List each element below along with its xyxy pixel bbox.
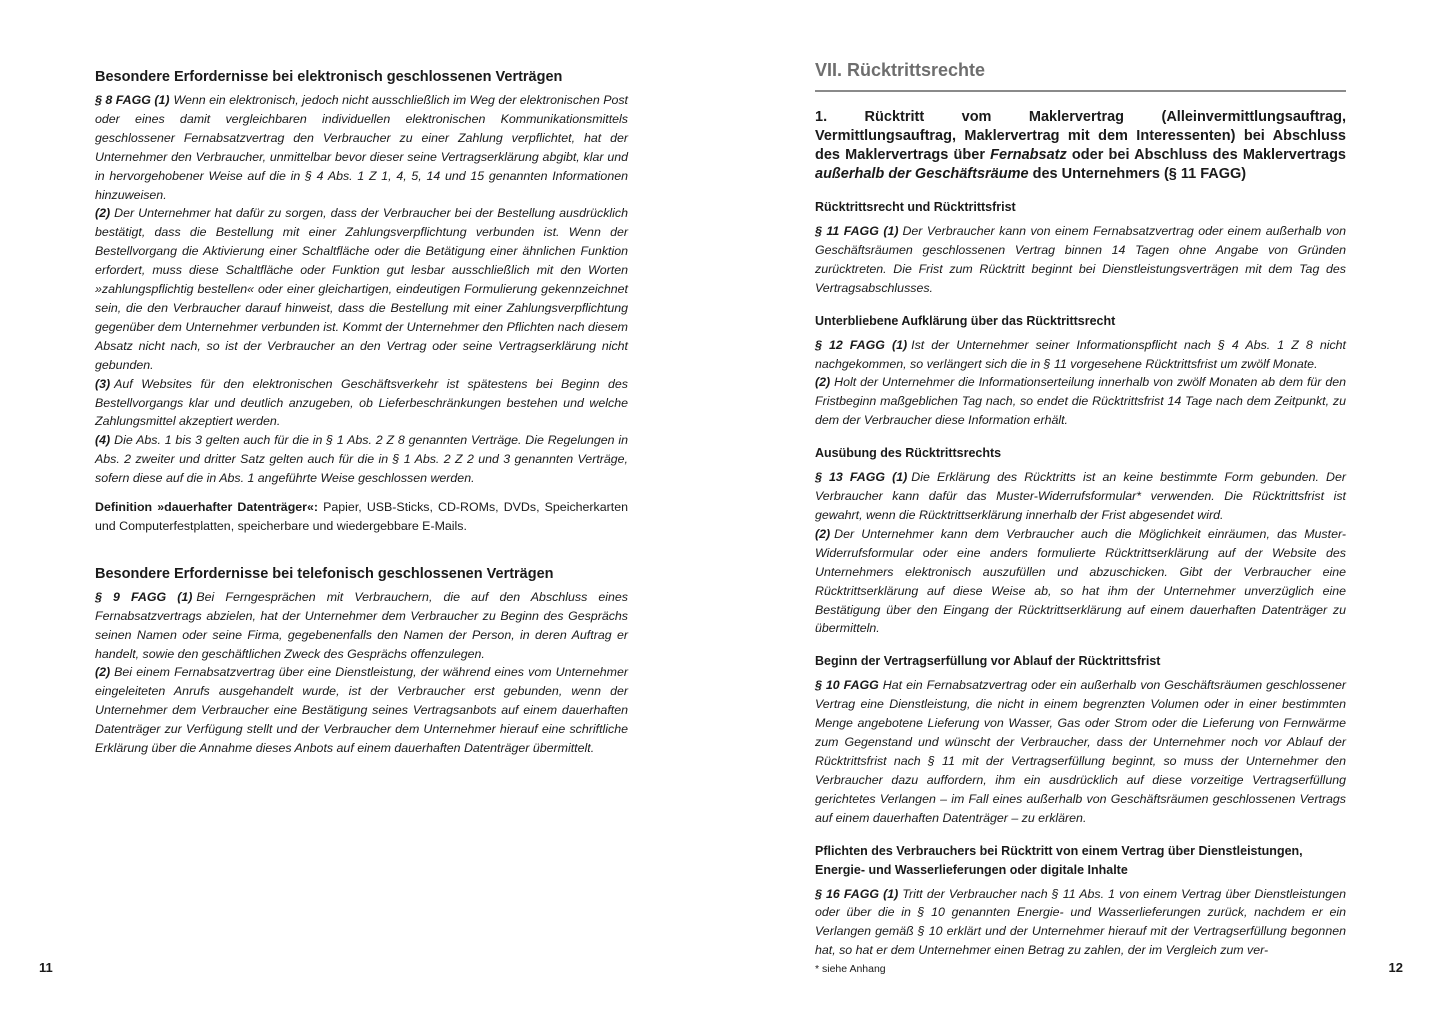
right-column <box>815 0 1346 960</box>
section-heading: Besondere Erfordernisse bei elektronisch geschlossenen Verträgen <box>95 69 563 85</box>
paragraph-ref: § 13 FAGG (1) <box>815 470 908 485</box>
main-heading-emphasis: außerhalb der Geschäftsräume <box>815 166 1029 182</box>
paragraph-text: Die Abs. 1 bis 3 gelten auch für die in § 1 Abs. 2 Z 8 genannten Verträge. Die Regelungen in Abs. 2 zweiter und dritter Satz gelten auch für die in § 1 Abs. 2 Z 2 und 3 genannten Verträge, sofern diese auf die in Abs. 1 angeführte Weise geschlossen werden. <box>95 433 628 486</box>
paragraph <box>95 204 628 374</box>
paragraph <box>95 91 628 204</box>
paragraph-ref: § 16 FAGG (1) <box>815 886 899 901</box>
main-heading-part: oder bei Abschluss des Maklervertrags <box>1066 147 1346 163</box>
paragraph-ref: (3) <box>95 376 111 391</box>
paragraph-ref: § 12 FAGG (1) <box>815 337 908 352</box>
paragraph <box>815 373 1346 430</box>
definition-text: Papier, USB-Sticks, CD-ROMs, DVDs, Speicherkarten und Computerfestplatten, speicherbare und wiedergebbare E-Mails. <box>95 500 628 533</box>
paragraph <box>815 222 1346 298</box>
paragraph-text: Die Erklärung des Rücktritts ist an keine bestimmte Form gebunden. Der Verbraucher kann dafür das Muster-Widerrufsformular* verwenden. Die Rücktrittsfrist ist gewahrt, wenn die Rücktrittserklärung innerhalb der Frist abgesendet wird. <box>815 470 1346 522</box>
subsection-heading: Rücktrittsrecht und Rücktrittsfrist <box>815 200 1016 214</box>
chapter-title: VII. Rücktrittsrechte <box>815 58 1346 92</box>
paragraph-text: Bei Ferngesprächen mit Verbrauchern, die auf den Abschluss eines Fernabsatzvertrags abzielen, hat der Unternehmer dem Verbraucher zu Beginn des Gesprächs seinen Namen oder seine Firma, gegebenenfalls den Namen der Person, in deren Auftrag er handelt, sowie den geschäftlichen Zweck des Gesprächs offenzulegen. <box>95 589 628 661</box>
paragraph-ref: § 11 FAGG (1) <box>815 224 899 238</box>
paragraph-text: Ist der Unternehmer seiner Informationspflicht nach § 4 Abs. 1 Z 8 nicht nachgekommen, so verlängert sich die in § 11 vorgesehene Rücktrittsfrist um zwölf Monate. <box>815 337 1346 371</box>
left-column <box>95 0 628 758</box>
main-heading-part: 1. Rücktritt vom Maklervertrag (Alleinvermittlungsauftrag, Vermittlungsauftrag, Maklervertrag mit dem Interessenten) bei Abschluss des Maklervertrags über <box>815 109 1346 163</box>
paragraph <box>815 676 1346 827</box>
paragraph <box>815 336 1346 374</box>
subsection-heading: Beginn der Vertragserfüllung vor Ablauf der Rücktrittsfrist <box>815 654 1161 669</box>
paragraph-ref: (2) <box>95 665 111 680</box>
paragraph-ref: § 9 FAGG (1) <box>95 589 193 604</box>
paragraph-text: Wenn ein elektronisch, jedoch nicht ausschließlich im Weg der elektronischen Post oder eines damit vergleichbaren individuellen elektronischen Kommunikationsmittels geschlossener Fernabsatzvertrag den Verbraucher zu einer Zahlung verpflichtet, hat der Unternehmer den Verbraucher, unmittelbar bevor dieser seine Vertragserklärung abgibt, klar und in hervorgehobener Weise auf die in § 4 Abs. 1 Z 1, 4, 5, 14 und 15 genannten Informationen hinzuweisen. <box>95 93 628 202</box>
paragraph <box>95 431 628 488</box>
paragraph-text: Tritt der Verbraucher nach § 11 Abs. 1 von einem Vertrag über Dienstleistungen oder über die in § 10 genannten Energie- und Wasserlieferungen zurück, nachdem er ein Verlangen gemäß § 10 erklärt und der Unternehmer hierauf mit der Vertragserfüllung begonnen hat, so hat er dem Unternehmer einen Betrag zu zahlen, der im Vergleich zum ver- <box>815 886 1346 958</box>
paragraph <box>815 525 1346 638</box>
paragraph-text: Hat ein Fernabsatzvertrag oder ein außerhalb von Geschäftsräumen geschlossener Vertrag eine Dienstleistung, die nicht in einem begrenzten Volumen oder in einer bestimmten Menge angebotene Lieferung von Wasser, Gas oder Strom oder die Lieferung von Fernwärme zum Gegenstand und wünscht der Verbraucher, dass der Unternehmer noch vor Ablauf der Rücktrittsfrist nach § 11 mit der Vertragserfüllung beginnt, so muss der Unternehmer den Verbraucher dazu auffordern, ihm ein ausdrücklich auf diese vorzeitige Vertragserfüllung gerichtetes Verlangen – im Fall eines außerhalb von Geschäftsräumen geschlossenen Vertrags auf einem dauerhaften Datenträger – zu erklären. <box>815 678 1346 825</box>
paragraph-text: Holt der Unternehmer die Informationserteilung innerhalb von zwölf Monaten ab dem für den Fristbeginn maßgeblichen Tag nach, so endet die Rücktrittsfrist 14 Tage nach dem Zeitpunkt, zu dem der Verbraucher diese Information erhält. <box>815 375 1346 428</box>
paragraph-text: Der Unternehmer kann dem Verbraucher auch die Möglichkeit einräumen, das Muster-Widerrufsformular oder eine anders formulierte Rücktrittserklärung auf der Website des Unternehmers elektronisch auszufüllen und abzuschicken. Gibt der Verbraucher eine Rücktrittserklärung auf diese Weise ab, so hat ihm der Unternehmer unverzüglich eine Bestätigung über den Eingang der Rücktrittserklärung auf einem dauerhaften Datenträger zu übermitteln. <box>815 526 1346 636</box>
paragraph-ref: § 10 FAGG <box>815 678 879 693</box>
paragraph <box>95 663 628 758</box>
paragraph-ref: § 8 FAGG (1) <box>95 93 170 107</box>
paragraph-text: Auf Websites für den elektronischen Geschäftsverkehr ist spätestens bei Beginn des Bestellvorgangs klar und deutlich anzugeben, ob Lieferbeschränkungen bestehen und welche Zahlungsmittel akzeptiert werden. <box>95 376 628 429</box>
paragraph-text: Bei einem Fernabsatzvertrag über eine Dienstleistung, der während eines vom Unternehmer eingeleiteten Anrufs ausgehandelt wurde, ist der Verbraucher erst gebunden, wenn der Unternehmer dem Verbraucher eine Bestätigung seines Vertragsanbots auf einem dauerhaften Datenträger zur Verfügung stellt und der Verbraucher dem Unternehmer hierauf eine schriftliche Erklärung über die Annahme dieses Anbots auf einem dauerhaften Datenträger übermittelt. <box>95 665 628 756</box>
paragraph-ref: (4) <box>95 433 111 448</box>
paragraph-ref: (2) <box>95 206 111 221</box>
paragraph-text: Der Unternehmer hat dafür zu sorgen, dass der Verbraucher bei der Bestellung ausdrücklich bestätigt, dass die Bestellung mit einer Zahlungsverpflichtung verbunden ist. Wenn der Bestellvorgang die Aktivierung einer Schaltfläche oder die Betätigung einer ähnlichen Funktion erfordert, muss diese Schaltfläche oder Funktion gut lesbar ausschließlich mit den Worten »zahlungspflichtig bestellen« oder einer gleichartigen, eindeutigen Formulierung gekennzeichnet sein, die den Verbraucher darauf hinweist, dass die Bestellung mit einer Zahlungsverpflichtung gegenüber dem Unternehmer verbunden ist. Kommt der Unternehmer den Pflichten nach diesem Absatz nicht nach, so ist der Verbraucher an den Vertrag oder seine Vertragserklärung nicht gebunden. <box>95 206 628 372</box>
paragraph <box>95 588 628 664</box>
definition <box>95 498 628 536</box>
main-heading-part: des Unternehmers (§ 11 FAGG) <box>1028 166 1247 182</box>
subsection-heading: Ausübung des Rücktrittsrechts <box>815 446 1002 461</box>
paragraph <box>815 468 1346 525</box>
paragraph-text: Der Verbraucher kann von einem Fernabsatzvertrag oder einem außerhalb von Geschäftsräumen geschlossenen Vertrag binnen 14 Tagen ohne Angabe von Gründen zurücktreten. Die Frist zum Rücktritt beginnt bei Dienstleistungsverträgen mit dem Tag des Vertragsabschlusses. <box>815 224 1346 295</box>
page-number: 11 <box>39 960 53 975</box>
paragraph <box>815 885 1346 961</box>
page-number: 12 <box>1388 960 1403 975</box>
right-page <box>720 0 1440 1021</box>
paragraph-ref: (2) <box>815 526 831 541</box>
subsection-heading: Pflichten des Verbrauchers bei Rücktritt von einem Vertrag über Dienstleistungen, Energie- und Wasserlieferungen oder digitale Inhalte <box>815 843 1303 877</box>
definition-term: Definition »dauerhafter Datenträger«: <box>95 500 318 515</box>
main-heading <box>815 108 1346 184</box>
paragraph-ref: (2) <box>815 375 831 390</box>
main-heading-emphasis: Fernabsatz <box>990 147 1067 163</box>
subsection-heading: Unterbliebene Aufklärung über das Rücktrittsrecht <box>815 313 1116 328</box>
paragraph <box>95 375 628 432</box>
section-heading: Besondere Erfordernisse bei telefonisch geschlossenen Verträgen <box>95 565 554 582</box>
footnote: * siehe Anhang <box>815 963 886 975</box>
